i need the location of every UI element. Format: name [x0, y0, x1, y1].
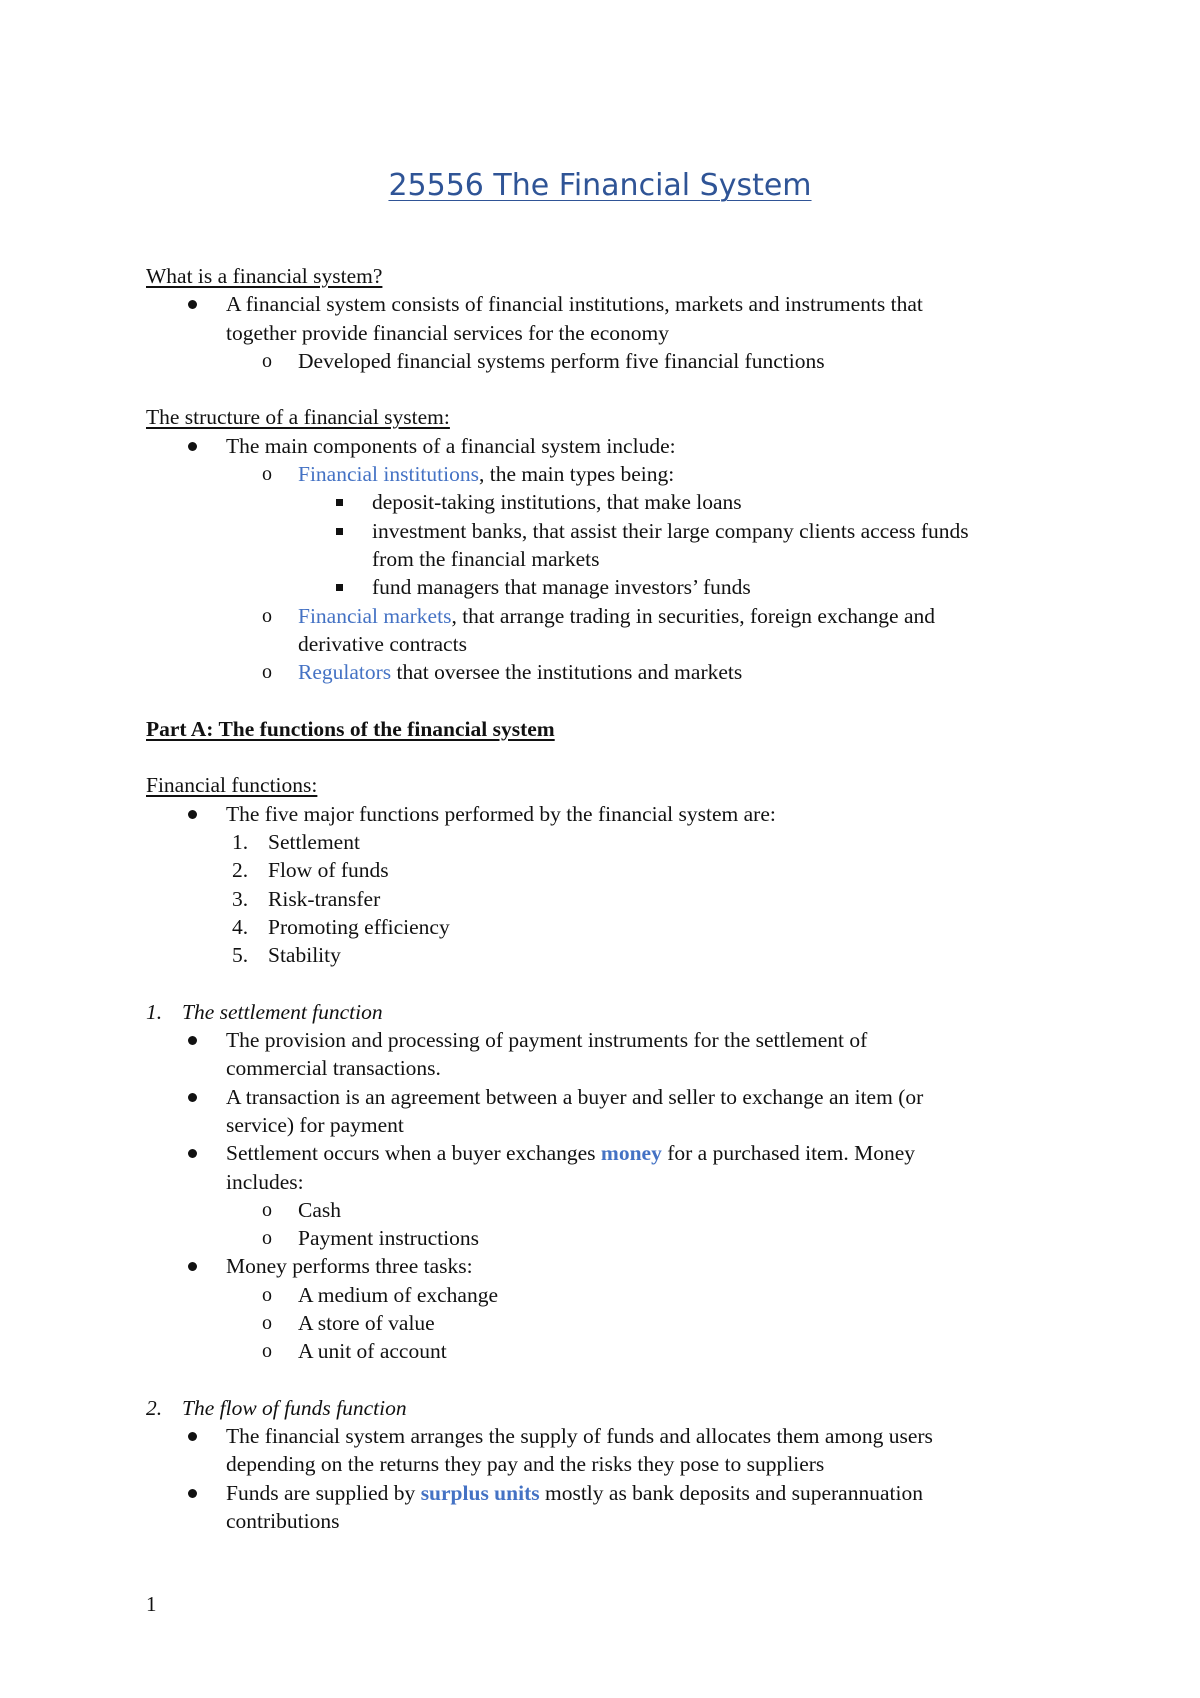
list-item: fund managers that manage investors’ funds: [146, 573, 1076, 601]
circle-bullet-icon: o: [262, 1340, 272, 1363]
list-item: o Developed financial systems perform five financial functions: [146, 347, 1076, 375]
list-item: Money performs three tasks:: [146, 1252, 1076, 1280]
list-item: investment banks, that assist their large company clients access funds: [146, 517, 1076, 545]
list-item-continuation: includes:: [226, 1169, 304, 1194]
bullet-icon: [188, 1252, 197, 1280]
bullet-icon: [188, 290, 197, 318]
numbered-item: 5. Stability: [232, 943, 341, 968]
list-item-continuation: from the financial markets: [372, 546, 600, 571]
list-item-continuation: service) for payment: [226, 1112, 404, 1137]
list-item: A financial system consists of financial institutions, markets and instruments that: [146, 290, 1076, 318]
list-item: o Cash: [146, 1196, 1076, 1224]
keyword-financial-markets: Financial markets: [298, 603, 452, 628]
circle-bullet-icon: o: [262, 349, 272, 372]
circle-bullet-icon: o: [262, 463, 272, 486]
list-item: The financial system arranges the supply of funds and allocates them among users: [146, 1422, 1076, 1450]
bullet-icon: [188, 1479, 197, 1507]
numbered-item: 4. Promoting efficiency: [232, 914, 450, 939]
page-title: 25556 The Financial System: [388, 168, 812, 203]
section-heading-structure: The structure of a financial system:: [146, 405, 450, 430]
square-bullet-icon: [336, 573, 343, 601]
keyword-financial-institutions: Financial institutions: [298, 462, 479, 487]
list-item: o Payment instructions: [146, 1224, 1076, 1252]
list-item: The provision and processing of payment instruments for the settlement of: [146, 1026, 1076, 1054]
numbered-item: 1. Settlement: [232, 829, 360, 854]
document-body: [146, 262, 1076, 1535]
square-bullet-icon: [336, 488, 343, 516]
list-item: The five major functions performed by the financial system are:: [146, 800, 1076, 828]
list-item: o A store of value: [146, 1309, 1076, 1337]
keyword-money: money: [600, 1141, 662, 1166]
bullet-icon: [188, 1139, 197, 1167]
section-heading-flow-of-funds: 2. The flow of funds function: [146, 1395, 407, 1420]
part-a-heading: Part A: The functions of the financial system: [146, 716, 555, 741]
list-item: Funds are supplied by surplus units mostly as bank deposits and superannuation: [146, 1479, 1076, 1507]
list-item: o Financial markets, that arrange trading in securities, foreign exchange and: [146, 602, 1076, 630]
section-heading-settlement: 1. The settlement function: [146, 999, 383, 1024]
list-item: The main components of a financial system include:: [146, 432, 1076, 460]
circle-bullet-icon: o: [262, 1198, 272, 1221]
bullet-icon: [188, 1422, 197, 1450]
bullet-icon: [188, 1026, 197, 1054]
numbered-item: 3. Risk-transfer: [232, 886, 381, 911]
circle-bullet-icon: o: [262, 661, 272, 684]
list-item-continuation: derivative contracts: [298, 631, 467, 656]
list-item: A transaction is an agreement between a buyer and seller to exchange an item (or: [146, 1083, 1076, 1111]
bullet-icon: [188, 1083, 197, 1111]
list-item: Settlement occurs when a buyer exchanges money for a purchased item. Money: [146, 1139, 1076, 1167]
section-heading-what-is: What is a financial system?: [146, 264, 383, 288]
keyword-regulators: Regulators: [298, 660, 392, 685]
circle-bullet-icon: o: [262, 1227, 272, 1250]
circle-bullet-icon: o: [262, 1283, 272, 1306]
page-number: 1: [146, 1592, 157, 1616]
bullet-icon: [188, 800, 197, 828]
numbered-item: 2. Flow of funds: [232, 858, 389, 883]
list-item: o A medium of exchange: [146, 1281, 1076, 1309]
list-item-continuation: depending on the returns they pay and the risks they pose to suppliers: [226, 1452, 825, 1477]
list-item-continuation: contributions: [226, 1509, 340, 1534]
list-item: o A unit of account: [146, 1337, 1076, 1365]
list-item: o Regulators that oversee the institutions and markets: [146, 658, 1076, 686]
list-item: deposit-taking institutions, that make loans: [146, 488, 1076, 516]
circle-bullet-icon: o: [262, 1311, 272, 1334]
list-item-continuation: together provide financial services for the economy: [226, 320, 669, 345]
circle-bullet-icon: o: [262, 604, 272, 627]
keyword-surplus-units: surplus units: [420, 1480, 540, 1505]
list-item: o Financial institutions, the main types being:: [146, 460, 1076, 488]
bullet-icon: [188, 432, 197, 460]
list-item-continuation: commercial transactions.: [226, 1056, 441, 1081]
section-heading-financial-functions: Financial functions:: [146, 773, 318, 798]
square-bullet-icon: [336, 517, 343, 545]
